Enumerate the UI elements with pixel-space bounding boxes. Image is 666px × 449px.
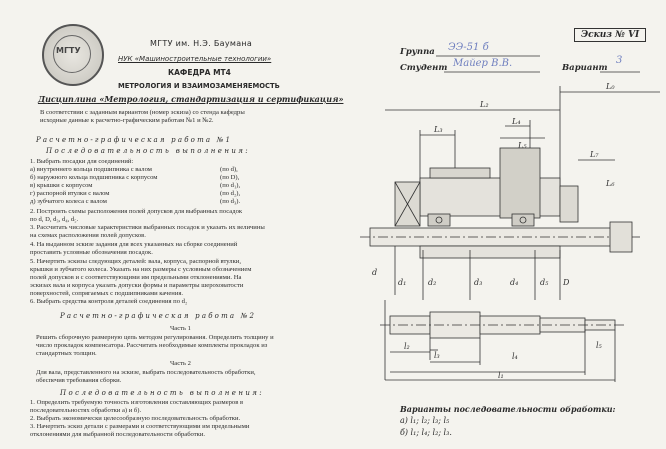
dim-l5: l₅ xyxy=(596,341,602,350)
work1-item: поверхностей, сопрягаемых с подшипниками качения. xyxy=(30,290,184,297)
variant-value: 3 xyxy=(616,55,623,66)
work2-item: 3. Начертить эскиз детали с размерами и соответствующими им предельными xyxy=(30,423,250,430)
work1-item: по d, D, d₃, d₄, d₅. xyxy=(30,216,79,223)
dim-d5: d₅ xyxy=(540,278,549,287)
work1-item: эскизах вала и корпуса указать допуски формы и параметры шероховатости xyxy=(30,282,244,289)
work1-item: полей допусков и с соответствующими им предельными отклонениями. На xyxy=(30,274,242,281)
work2-item: последовательностях обработки а) и б). xyxy=(30,407,142,414)
university-name: МГТУ им. Н.Э. Баумана xyxy=(150,39,253,48)
student-label: Студент xyxy=(400,63,448,73)
work1-ref: (по d₃). xyxy=(220,198,241,205)
work1-item: крышки и зубчатого колеса. Указать на них размеры с условным обозначением xyxy=(30,266,252,273)
logo-text: МГТУ xyxy=(56,46,81,55)
faculty-name: НУК «Машиностроительные технологии» xyxy=(118,55,272,63)
dim-L0: L₀ xyxy=(606,82,615,91)
work2-item: 1. Определить требуемую точность изготовления составляющих размеров в xyxy=(30,399,244,406)
student-value: Майер В.В. xyxy=(453,58,513,69)
work1-item: 5. Начертить эскизы следующих деталей: вала, корпуса, распорной втулки, xyxy=(30,258,241,265)
work1-item: 6. Выбрать средства контроля деталей соединения по d₂ xyxy=(30,298,188,305)
work2-part2-text: обеспечив требования сборки. xyxy=(36,377,122,384)
work2-part1-title: Часть 1 xyxy=(170,325,191,332)
dim-L5: L₅ xyxy=(518,141,527,150)
work2-item: отклонениями для выбранной последовательности обработки. xyxy=(30,431,206,438)
group-label: Группа xyxy=(400,47,435,57)
work1-item: 4. На выданном эскизе задания для всех указанных на сборке соединений xyxy=(30,241,238,248)
dim-d: d xyxy=(372,268,378,277)
dim-d4: d₄ xyxy=(510,278,519,287)
dim-d2: d₂ xyxy=(428,278,437,287)
department-code: КАФЕДРА МТ4 xyxy=(168,68,231,77)
work2-part2-text: Для вала, представленного на эскизе, выбрать последовательность обработки, xyxy=(36,369,256,376)
dim-L4: L₄ xyxy=(512,117,521,126)
dim-l3: l₃ xyxy=(434,351,440,360)
work1-ref: (по d), xyxy=(220,166,238,173)
work2-item: 2. Выбрать экономически целесообразную последовательность обработки. xyxy=(30,415,241,422)
work1-item: г) распорной втулки с валом xyxy=(30,190,110,197)
dim-l4: l₄ xyxy=(512,352,518,361)
variant-b: б) l₁; l₄; l₂; l₃. xyxy=(400,428,452,437)
dim-L7: L₇ xyxy=(590,150,599,159)
work2-subtitle: Последовательность выполнения: xyxy=(60,389,265,397)
work2-part1-text: Решить сборочную размерную цепь методом регулирования. Определить толщину и xyxy=(36,334,274,341)
intro-line-2: исходные данные к расчетно-графическим работам №1 и №2. xyxy=(40,117,214,124)
discipline-title: Дисциплина «Метрология, стандартизация и сертификация» xyxy=(38,94,344,104)
intro-line-1: В соответствии с заданным вариантом (номер эскиза) со стенда кафедры xyxy=(40,109,245,116)
dim-l2: l₂ xyxy=(404,342,410,351)
variant-label: Вариант xyxy=(562,63,608,73)
work1-item: б) наружного кольца подшипника с корпусом xyxy=(30,174,158,181)
variant-a: а) l₁; l₂; l₃; l₅ xyxy=(400,416,450,425)
work1-title: Расчетно-графическая работа №1 xyxy=(36,136,233,144)
work1-item: на схемах расположения полей допусков. xyxy=(30,232,146,239)
department-name: МЕТРОЛОГИЯ И ВЗАИМОЗАМЕНЯЕМОСТЬ xyxy=(118,82,280,90)
dim-L3: L₃ xyxy=(434,125,443,134)
work1-item: 1. Выбрать посадки для соединений: xyxy=(30,158,134,165)
work1-item: а) внутреннего кольца подшипника с валом xyxy=(30,166,152,173)
work2-part1-text: число прокладок компенсатора. Рассчитать необходимые комплекты прокладок из xyxy=(36,342,268,349)
dim-L6: L₆ xyxy=(606,179,615,188)
work1-ref: (по D), xyxy=(220,174,240,181)
work1-item: в) крышки с корпусом xyxy=(30,182,93,189)
work2-title: Расчетно-графическая работа №2 xyxy=(60,312,257,320)
work2-part1-text: стандартных толщин. xyxy=(36,350,97,357)
work1-subtitle: Последовательность выполнения: xyxy=(46,147,251,155)
group-value: ЭЭ-51 б xyxy=(448,42,489,53)
dim-d3: d₃ xyxy=(474,278,483,287)
dim-D: D xyxy=(563,278,570,287)
dim-d1: d₁ xyxy=(398,278,407,287)
work1-item: 3. Рассчитать числовые характеристики выбранных посадок и указать их величины xyxy=(30,224,265,231)
work1-ref: (по d₂), xyxy=(220,190,241,197)
work1-item: д) зубчатого колеса с валом xyxy=(30,198,107,205)
dim-l1: l₁ xyxy=(498,371,504,380)
work2-part2-title: Часть 2 xyxy=(170,360,191,367)
work1-item: 2. Построить схемы расположения полей допусков для выбранных посадок xyxy=(30,208,243,215)
sketch-number: Эскиз № VI xyxy=(574,28,646,42)
variants-title: Варианты последовательности обработки: xyxy=(400,404,616,414)
dim-L2: L₂ xyxy=(480,100,489,109)
work1-ref: (по d₁), xyxy=(220,182,241,189)
work1-item: проставить условные обозначения посадок. xyxy=(30,249,153,256)
